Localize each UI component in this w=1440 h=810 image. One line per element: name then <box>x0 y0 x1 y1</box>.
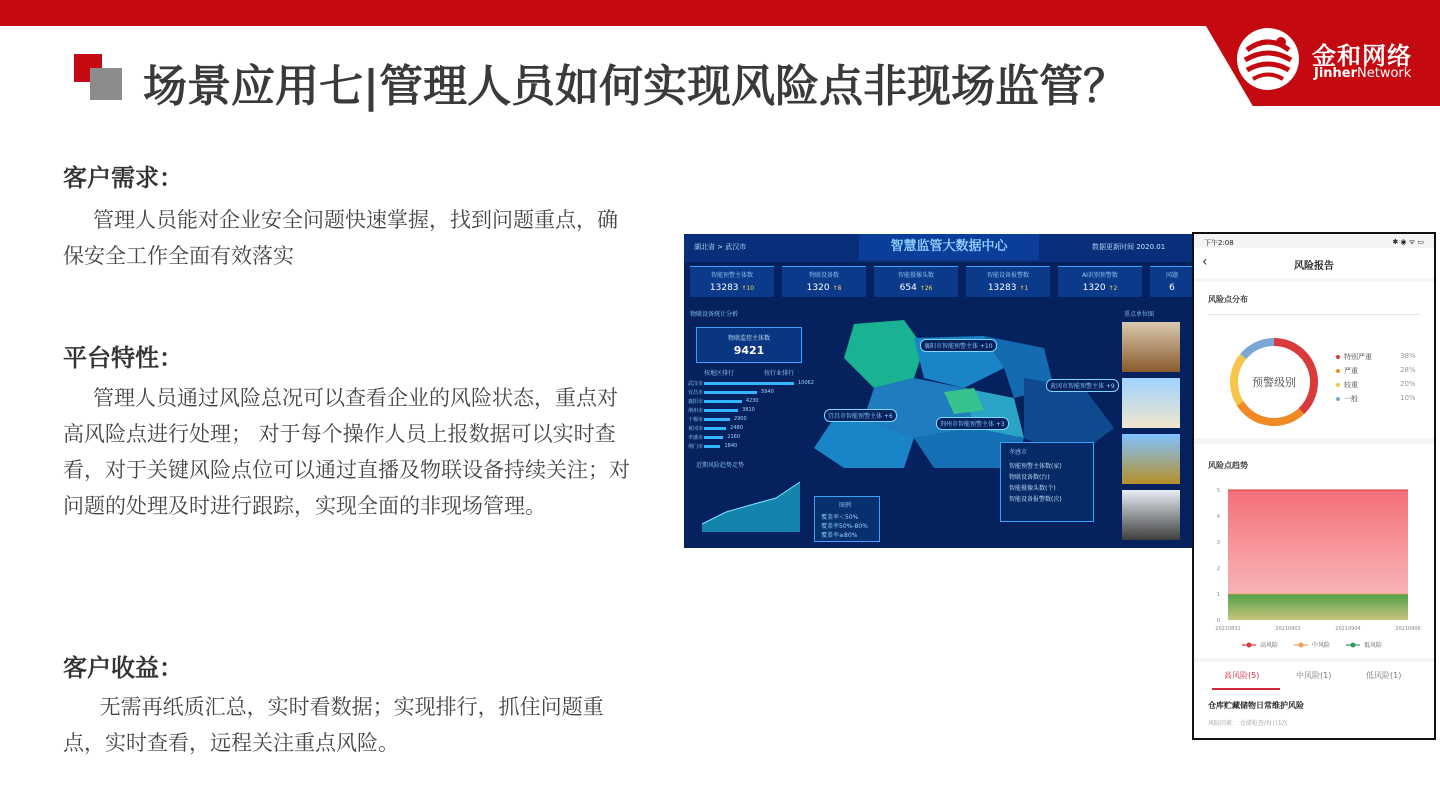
series-area-low <box>1228 594 1408 620</box>
kpi-value-number: 6 <box>1169 283 1175 293</box>
y-tick-label: 3 <box>1216 540 1220 546</box>
kpi-value-number: 1320 <box>1082 283 1106 293</box>
donut-slice <box>1234 357 1243 404</box>
bar-row-value: 2480 <box>730 425 743 431</box>
bar-row-bar <box>704 418 730 421</box>
bar-row-value: 4230 <box>745 398 759 404</box>
kpi-delta: ↑1 <box>1019 285 1029 292</box>
popup-line: 物联设备数(台) <box>1009 474 1050 481</box>
legend-label: 特别严重 <box>1344 353 1372 361</box>
donut-legend-item <box>1336 366 1358 376</box>
section-text-benefits-content: 无需再纸质汇总，实时看数据；实现排行，抓住问题重点，实时查看，远程关注重点风险。 <box>63 695 604 755</box>
section-text-needs <box>63 202 633 274</box>
donut-legend-percent: 28% <box>1400 366 1416 374</box>
donut-legend-percent: 38% <box>1400 352 1416 360</box>
map-marker[interactable]: 荆州市智能预警主体 +3 <box>936 417 1009 430</box>
top-red-bar <box>0 0 1440 26</box>
risk-trend-card <box>1194 444 1434 658</box>
legend-marker-icon <box>1247 643 1252 648</box>
kpi-value-number: 654 <box>899 283 917 293</box>
legend-marker-icon <box>1351 643 1356 648</box>
section-text-features-content: 管理人员通过风险总况可以查看企业的风险状态，重点对高风险点进行处理； 对于每个操作人员上报数据可以实时查看，对于关键风险点位可以通过直播及物联设备持续关注；对问题的处理及时进行跟踪，实现全面的非现场管理。 <box>63 386 630 518</box>
legend-marker-icon <box>1299 643 1304 648</box>
logo-chinese-name: 金和网络 <box>1312 42 1412 70</box>
donut-slice <box>1240 403 1301 422</box>
dashboard-breadcrumb: 湖北省 > 武汉市 <box>694 243 747 251</box>
y-tick-label: 4 <box>1216 514 1220 520</box>
x-tick-label: 20210904 <box>1335 626 1361 632</box>
risk-item-subtitle: 风险因素： 仓储检查/每日1次 <box>1208 720 1288 727</box>
legend-label: 一般 <box>1344 395 1358 403</box>
bar-row-value: 10062 <box>798 380 814 386</box>
bar-row-bar <box>704 382 794 385</box>
phone-screenshot <box>1192 232 1436 740</box>
legend-series-label: 高风险 <box>1260 642 1279 649</box>
map-legend <box>814 496 880 542</box>
bar-row-label: 宜昌市 <box>688 390 704 396</box>
section-heading-needs: 客户需求： <box>63 164 183 192</box>
kpi-value <box>1150 283 1194 293</box>
dashboard-screenshot <box>684 234 1194 548</box>
popup-title: 孝感市 <box>1009 449 1028 456</box>
phone-page-title: 风险报告 <box>1294 261 1334 272</box>
phone-status-icons: ✱ ◉ ᯤ ▭ <box>1392 238 1424 246</box>
popup-line: 智能设备报警数(次) <box>1009 496 1062 503</box>
divider <box>1208 314 1420 315</box>
legend-item: 覆盖率≥80% <box>821 532 858 539</box>
right-panel-label: 重点单位图 <box>1124 311 1155 318</box>
popup-line: 智能预警主体数(家) <box>1009 463 1062 470</box>
legend-dot-icon <box>1336 383 1340 387</box>
section-text-features <box>63 380 633 524</box>
y-tick-label: 1 <box>1216 592 1220 598</box>
bar-row-bar <box>704 391 757 394</box>
kpi-card <box>966 266 1050 297</box>
kpi-card <box>1058 266 1142 297</box>
bar-row-bar <box>704 445 720 448</box>
y-tick-label: 0 <box>1216 618 1220 624</box>
kpi-value <box>1058 283 1142 293</box>
bar-row-bar <box>704 409 738 412</box>
kpi-value <box>874 283 958 293</box>
bar-row-label: 武汉市 <box>688 381 704 387</box>
bar-row-value: 5940 <box>761 389 774 395</box>
donut-legend-item <box>1336 352 1372 362</box>
donut-center-label: 预警级别 <box>1252 376 1296 389</box>
section-text-needs-content: 管理人员能对企业安全问题快速掌握，找到问题重点，确保安全工作全面有效落实 <box>63 208 618 268</box>
bar-row-label: 荆门市 <box>688 444 704 450</box>
bar-row-value: 3810 <box>742 407 755 413</box>
kpi-card <box>782 266 866 297</box>
donut-legend-percent: 10% <box>1400 394 1416 402</box>
dashboard-title: 智慧监管大数据中心 <box>859 234 1039 260</box>
bar-row-bar <box>704 436 723 439</box>
risk-list-card <box>1194 662 1434 738</box>
risk-distribution-title: 风险点分布 <box>1208 295 1248 304</box>
kpi-value <box>782 283 866 293</box>
big-stat-value: 9421 <box>733 344 765 357</box>
section-heading-features: 平台特性： <box>63 344 183 372</box>
trend-mini-chart <box>696 470 806 534</box>
left-panel-label: 物联设备统计分析 <box>690 311 739 318</box>
donut-legend-item <box>1336 394 1358 404</box>
x-tick-label: 20210902 <box>1275 626 1301 632</box>
risk-trend-title: 风险点趋势 <box>1208 461 1248 470</box>
phone-nav-bar <box>1194 248 1434 278</box>
bar-row-label: 荆州市 <box>688 408 704 414</box>
map-marker[interactable]: 宜昌市智能预警主体 +6 <box>824 409 897 422</box>
kpi-label: 物联设备数 <box>808 272 839 279</box>
site-photo[interactable] <box>1122 434 1180 484</box>
donut-legend-item <box>1336 380 1358 390</box>
logo-emblem-icon <box>1237 28 1299 90</box>
risk-trend-chart <box>1202 480 1428 656</box>
bar-row-value: 2900 <box>733 416 747 422</box>
title-square-grey <box>90 68 122 100</box>
page-title: 场景应用七|管理人员如何实现风险点非现场监管？ <box>143 61 1128 112</box>
kpi-delta: ↑8 <box>832 285 842 292</box>
map-marker[interactable]: 黄冈市智能预警主体 +9 <box>1046 379 1119 392</box>
legend-series-label: 中风险 <box>1312 642 1331 649</box>
site-photo[interactable] <box>1122 322 1180 372</box>
bar-row-bar <box>704 400 742 403</box>
tab-low-risk[interactable]: 低风险(1) <box>1366 671 1402 680</box>
kpi-label: 智能预警主体数 <box>710 272 753 279</box>
y-tick-label: 2 <box>1216 566 1220 572</box>
kpi-value-number: 13283 <box>987 283 1017 293</box>
legend-dot-icon <box>1336 397 1340 401</box>
section-heading-benefits: 客户收益： <box>63 654 183 682</box>
kpi-delta: ↑10 <box>741 285 755 292</box>
bar-row-label: 襄阳市 <box>688 399 704 405</box>
site-photo[interactable] <box>1122 490 1180 540</box>
tab-industry[interactable]: 按行业排行 <box>764 370 795 377</box>
tab-medium-risk[interactable]: 中风险(1) <box>1296 671 1332 680</box>
kpi-card <box>874 266 958 297</box>
kpi-value <box>690 283 774 293</box>
risk-donut-chart <box>1224 332 1324 432</box>
logo-en-thin: Network <box>1357 66 1412 81</box>
legend-label: 严重 <box>1344 367 1358 375</box>
region-popup <box>1000 442 1094 522</box>
dashboard-date: 数据更新时间 2020.01 <box>1092 243 1166 251</box>
risk-item-title[interactable]: 仓库贮藏储物日常维护风险 <box>1208 701 1304 710</box>
kpi-label: AI识别预警数 <box>1082 272 1118 279</box>
popup-line: 智能摄像头数(个) <box>1009 485 1056 492</box>
big-stat-box <box>696 327 802 363</box>
bar-row-value: 2160 <box>727 434 741 440</box>
legend-item: 覆盖率50%-80% <box>821 523 868 530</box>
phone-time: 下午2:08 <box>1204 239 1234 247</box>
kpi-label: 智能摄像头数 <box>897 272 934 279</box>
kpi-value-number: 1320 <box>806 283 830 293</box>
donut-legend-percent: 20% <box>1400 380 1416 388</box>
bar-row-bar <box>704 427 726 430</box>
big-stat-label: 物联监控主体数 <box>727 335 770 342</box>
legend-dot-icon <box>1336 355 1340 359</box>
trend-label: 近期风险趋势走势 <box>696 462 745 469</box>
tab-high-risk[interactable]: 高风险(5) <box>1224 671 1260 680</box>
kpi-label: 智能设备报警数 <box>986 272 1029 279</box>
section-text-benefits <box>63 689 633 761</box>
kpi-delta: ↑2 <box>1108 285 1118 292</box>
risk-distribution-card <box>1194 282 1434 438</box>
logo-en-bold: Jinher <box>1314 66 1358 81</box>
kpi-label: 问题 <box>1165 272 1178 279</box>
kpi-card <box>1150 266 1194 297</box>
bar-row-label: 十堰市 <box>688 417 704 423</box>
legend-dot-icon <box>1336 369 1340 373</box>
tab-region[interactable]: 按地区排行 <box>704 370 735 377</box>
x-tick-label: 20210831 <box>1215 626 1241 632</box>
back-arrow-icon[interactable]: ‹ <box>1202 254 1208 270</box>
legend-series-label: 低风险 <box>1364 642 1383 649</box>
legend-label: 较重 <box>1344 381 1358 389</box>
kpi-value-number: 13283 <box>709 283 739 293</box>
kpi-card <box>690 266 774 297</box>
x-tick-label: 20210906 <box>1395 626 1421 632</box>
bar-row-value: 1840 <box>724 443 738 449</box>
kpi-delta: ↑26 <box>919 285 933 292</box>
donut-slice <box>1243 342 1274 357</box>
y-tick-label: 5 <box>1216 488 1220 494</box>
bar-row-label: 孝感市 <box>688 435 704 441</box>
site-photo[interactable] <box>1122 378 1180 428</box>
logo-english-name <box>1314 66 1411 81</box>
active-tab-indicator <box>1212 688 1280 690</box>
map-marker[interactable]: 襄阳市智能预警主体 +10 <box>920 339 997 352</box>
bar-row-label: 黄冈市 <box>688 426 704 432</box>
company-logo <box>1232 26 1432 96</box>
legend-item: 覆盖率＜50% <box>821 514 859 521</box>
legend-title: 图例 <box>839 502 852 509</box>
kpi-value <box>966 283 1050 293</box>
